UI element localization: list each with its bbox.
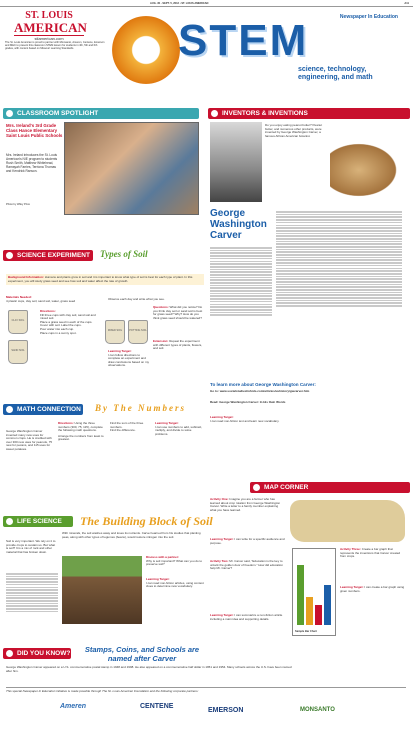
footer-note: This special Newspaper In Education initiative is made possible through The St. Louis American Foundation and the following corporate partners: xyxy=(6,687,406,694)
lightbulb-icon xyxy=(211,110,218,117)
science-subtitle: Types of Soil xyxy=(100,249,148,259)
life-middle: With minerals, the soil washes away and loses its nutrients. Carver learned from his studies that planting peas, along with other types of legumes (beans), would restore nitrogen into the soil. xyxy=(62,531,201,539)
carver-name: George Washington Carver xyxy=(210,208,267,241)
science-extension: Extension: Repeat the experiment with different types of plants, flowers, and soil. xyxy=(153,339,203,351)
life-subtitle: The Building Block of Soil xyxy=(80,514,213,528)
map-target2: Learning Target: I can summarize a non-fiction article including a main idea and supporting details. xyxy=(210,613,283,621)
science-experiment-header: SCIENCE EXPERIMENT xyxy=(3,250,93,261)
materials: Materials Needed: 4 plastic cups, clay soil, sand soil, water, grass seed xyxy=(6,295,76,303)
logo-line2: AMERICAN xyxy=(14,20,87,35)
science-target: Learning Target: I can follow directions to complete an experiment and draw conclusions based on my observations. xyxy=(108,349,150,368)
step6: Observe each day and write what you see. xyxy=(108,297,165,301)
chart-bar-2 xyxy=(306,597,313,625)
leaf-icon xyxy=(6,518,13,525)
life-target: Learning Target: I can read non-fiction articles, using context clues to determine new vocabulary. xyxy=(146,577,204,589)
us-map xyxy=(290,500,405,542)
calculator-icon xyxy=(6,406,13,413)
read-row: Read: George Washington Carver: In His Own Words xyxy=(210,400,286,404)
sponsor-monsanto: MONSANTO xyxy=(300,707,335,713)
life-discuss: Discuss with a partner: Why is soil important? What can you do to preserve soil? xyxy=(146,555,203,567)
inventors-target: Learning Target: I can read non-fiction text and learn new vocabulary. xyxy=(210,415,280,423)
chart-bar-4 xyxy=(324,585,331,625)
science-questions: Questions: What did you notice? Do you think clay soil or sand soil is best for grass seed? Why? How do you think grass seed should be watered? xyxy=(153,305,203,320)
map-activity1: Activity One: Imagine you are a farmer who has learned about crop rotation from George Washington Carver. Write a letter to a family member explaining what you have learned. xyxy=(210,497,281,512)
logo-line1: ST. LOUIS xyxy=(25,10,73,21)
math-subtitle: By The Numbers xyxy=(95,403,186,413)
science-background: Background Information: Humans and plants grow in soil and it is important to know what type of soil is best for each type of plant. In this experiment, you will study grass seed and see how soil and water affect the rate of growth. xyxy=(6,274,204,285)
carver-lead: Do you enjoy eating peanut butter? Peanut butter, and numerous other products, were invented by George Washington Carver, a famous African American botanist. xyxy=(265,123,323,138)
sponsor-ameren: Ameren xyxy=(60,703,87,710)
learn-more-link-row: Go to: www.socialstudiesforkids.com/articles/ushistory/gwcarver.htm xyxy=(210,389,310,393)
carver-article-text xyxy=(210,246,272,328)
question-icon xyxy=(6,650,13,657)
peanut-image xyxy=(330,140,402,200)
life-science-header: LIFE SCIENCE xyxy=(3,516,73,527)
classroom-spotlight-header: CLASSROOM SPOTLIGHT xyxy=(3,108,199,119)
stem-subtitle: science, technology, engineering, and math xyxy=(298,66,373,81)
carver-link[interactable]: www.socialstudiesforkids.com/articles/ushistory/gwcarver.htm xyxy=(219,389,310,393)
math-target: Learning Target: I can use numbers to add, subtract, multiply, and divide to solve problems. xyxy=(155,421,203,436)
logo-site[interactable]: stlamerican.com xyxy=(14,35,84,41)
sample-bar-chart xyxy=(292,548,336,636)
did-you-know-headline: Stamps, Coins, and Schools are named after Carver xyxy=(84,645,200,663)
star-icon xyxy=(6,110,13,117)
sponsor-emerson: EMERSON xyxy=(208,707,244,714)
sponsor-centene: CENTENE xyxy=(140,703,174,710)
chart-bar-1 xyxy=(297,565,304,625)
directions: Directions: Fill three cups with clay soil, sand soil and mixed soil. Place a grass seed in each of the cups. Cover with soil. Label the cups. Pour water into each cup. Place cups in a sunny spot. xyxy=(40,309,96,335)
life-body: Soil is very important. We rely on it to provide crops to sustain us. But what is soil? It is a mix of rock and other material that has broken down. xyxy=(6,539,56,554)
cup-mixed: MIXED SOIL xyxy=(105,320,125,344)
carver-article-text-2 xyxy=(276,210,402,328)
did-you-know-header: DID YOU KNOW? xyxy=(3,648,71,659)
math-directions: Directions: Using the three numbers (300, 75, 115), complete the following math questions. Arrange the numbers from least to greatest. xyxy=(58,422,106,442)
stem-title: STEM xyxy=(178,16,309,65)
cup-sand: SAND SOIL xyxy=(8,340,28,364)
soil-image xyxy=(62,556,142,624)
cup-potting: POTTING SOIL xyxy=(128,320,148,344)
stem-banner xyxy=(108,10,408,100)
paper-logo xyxy=(14,10,87,41)
math-q1: Arrange the numbers from least to greatest. xyxy=(58,433,104,442)
map-activity3: Activity Three: Create a bar graph that represents the inventions that Carver created from crops. xyxy=(340,547,401,559)
nie-label: Newspaper In Education xyxy=(339,14,398,20)
classroom-caption: Mrs. Ireland introduces the St. Louis American's NIE program to students Rush Smith, Matthew Whitehead, Ramayah Farries, Terriona Thomas and Kendrick Ranson. xyxy=(6,153,58,173)
math-q2q3: Find the sum of the three numbers. Find the difference. xyxy=(110,421,144,433)
globe-icon xyxy=(253,484,260,491)
photo-credit: Photo by Wiley Price xyxy=(6,203,30,206)
carver-portrait xyxy=(210,122,262,202)
classroom-heading: Mrs. Ireland's 3rd Grade Class Hance Elementary Saint Louis Public Schools xyxy=(6,123,63,139)
issue-date: AUG. 30 - SEPT. 5, 2012 • ST. LOUIS AMERICAN xyxy=(150,2,209,5)
chart-bar-3 xyxy=(315,605,322,625)
did-you-know-body: George Washington Carver appeared on a U.S. commemorative postal stamp in 1948 and 1998. He also appeared on a commemorative half dollar in 1951 and 1954. Many schools across the U.S. have been named after him. xyxy=(6,665,292,673)
page-header-bar xyxy=(0,0,413,7)
cup-clay: CLAY SOIL xyxy=(8,310,28,334)
page-number: A11 xyxy=(404,2,409,5)
map-corner-header: MAP CORNER xyxy=(250,482,410,493)
gear-icon xyxy=(112,16,180,84)
inventors-header: INVENTORS & INVENTIONS xyxy=(208,108,410,119)
chart-title: Sample Bar Chart xyxy=(295,629,317,633)
flask-icon xyxy=(6,252,13,259)
classroom-photo xyxy=(64,122,199,215)
map-activity2: Activity Two: Mr. Carver said, "Education is the key to unlock the golden door of freedom." How did education help Mr. Carver? xyxy=(210,559,283,571)
map-target1: Learning Target: I can write for a specific audience and purpose. xyxy=(210,537,285,545)
masthead-intro: The St. Louis American is proud to partner with Monsanto, Ameren, Centene, Emerson and MEC to present this classroom STEM lesson for students in 4th, 5th and 6th grades, with content based on Missouri Learning Standards. xyxy=(5,41,105,51)
math-intro: George Washington Carver invented many new uses for common crops. He is credited with over 300 new uses for peanuts, 75 new for pecans, and 115 uses for sweet potatoes. xyxy=(6,429,53,451)
life-body-more xyxy=(6,572,58,622)
math-connection-header: MATH CONNECTION xyxy=(3,404,83,415)
map-target3: Learning Target: I can create a bar graph using given numbers. xyxy=(340,585,405,593)
learn-more-title: To learn more about George Washington Carver: xyxy=(210,382,316,387)
